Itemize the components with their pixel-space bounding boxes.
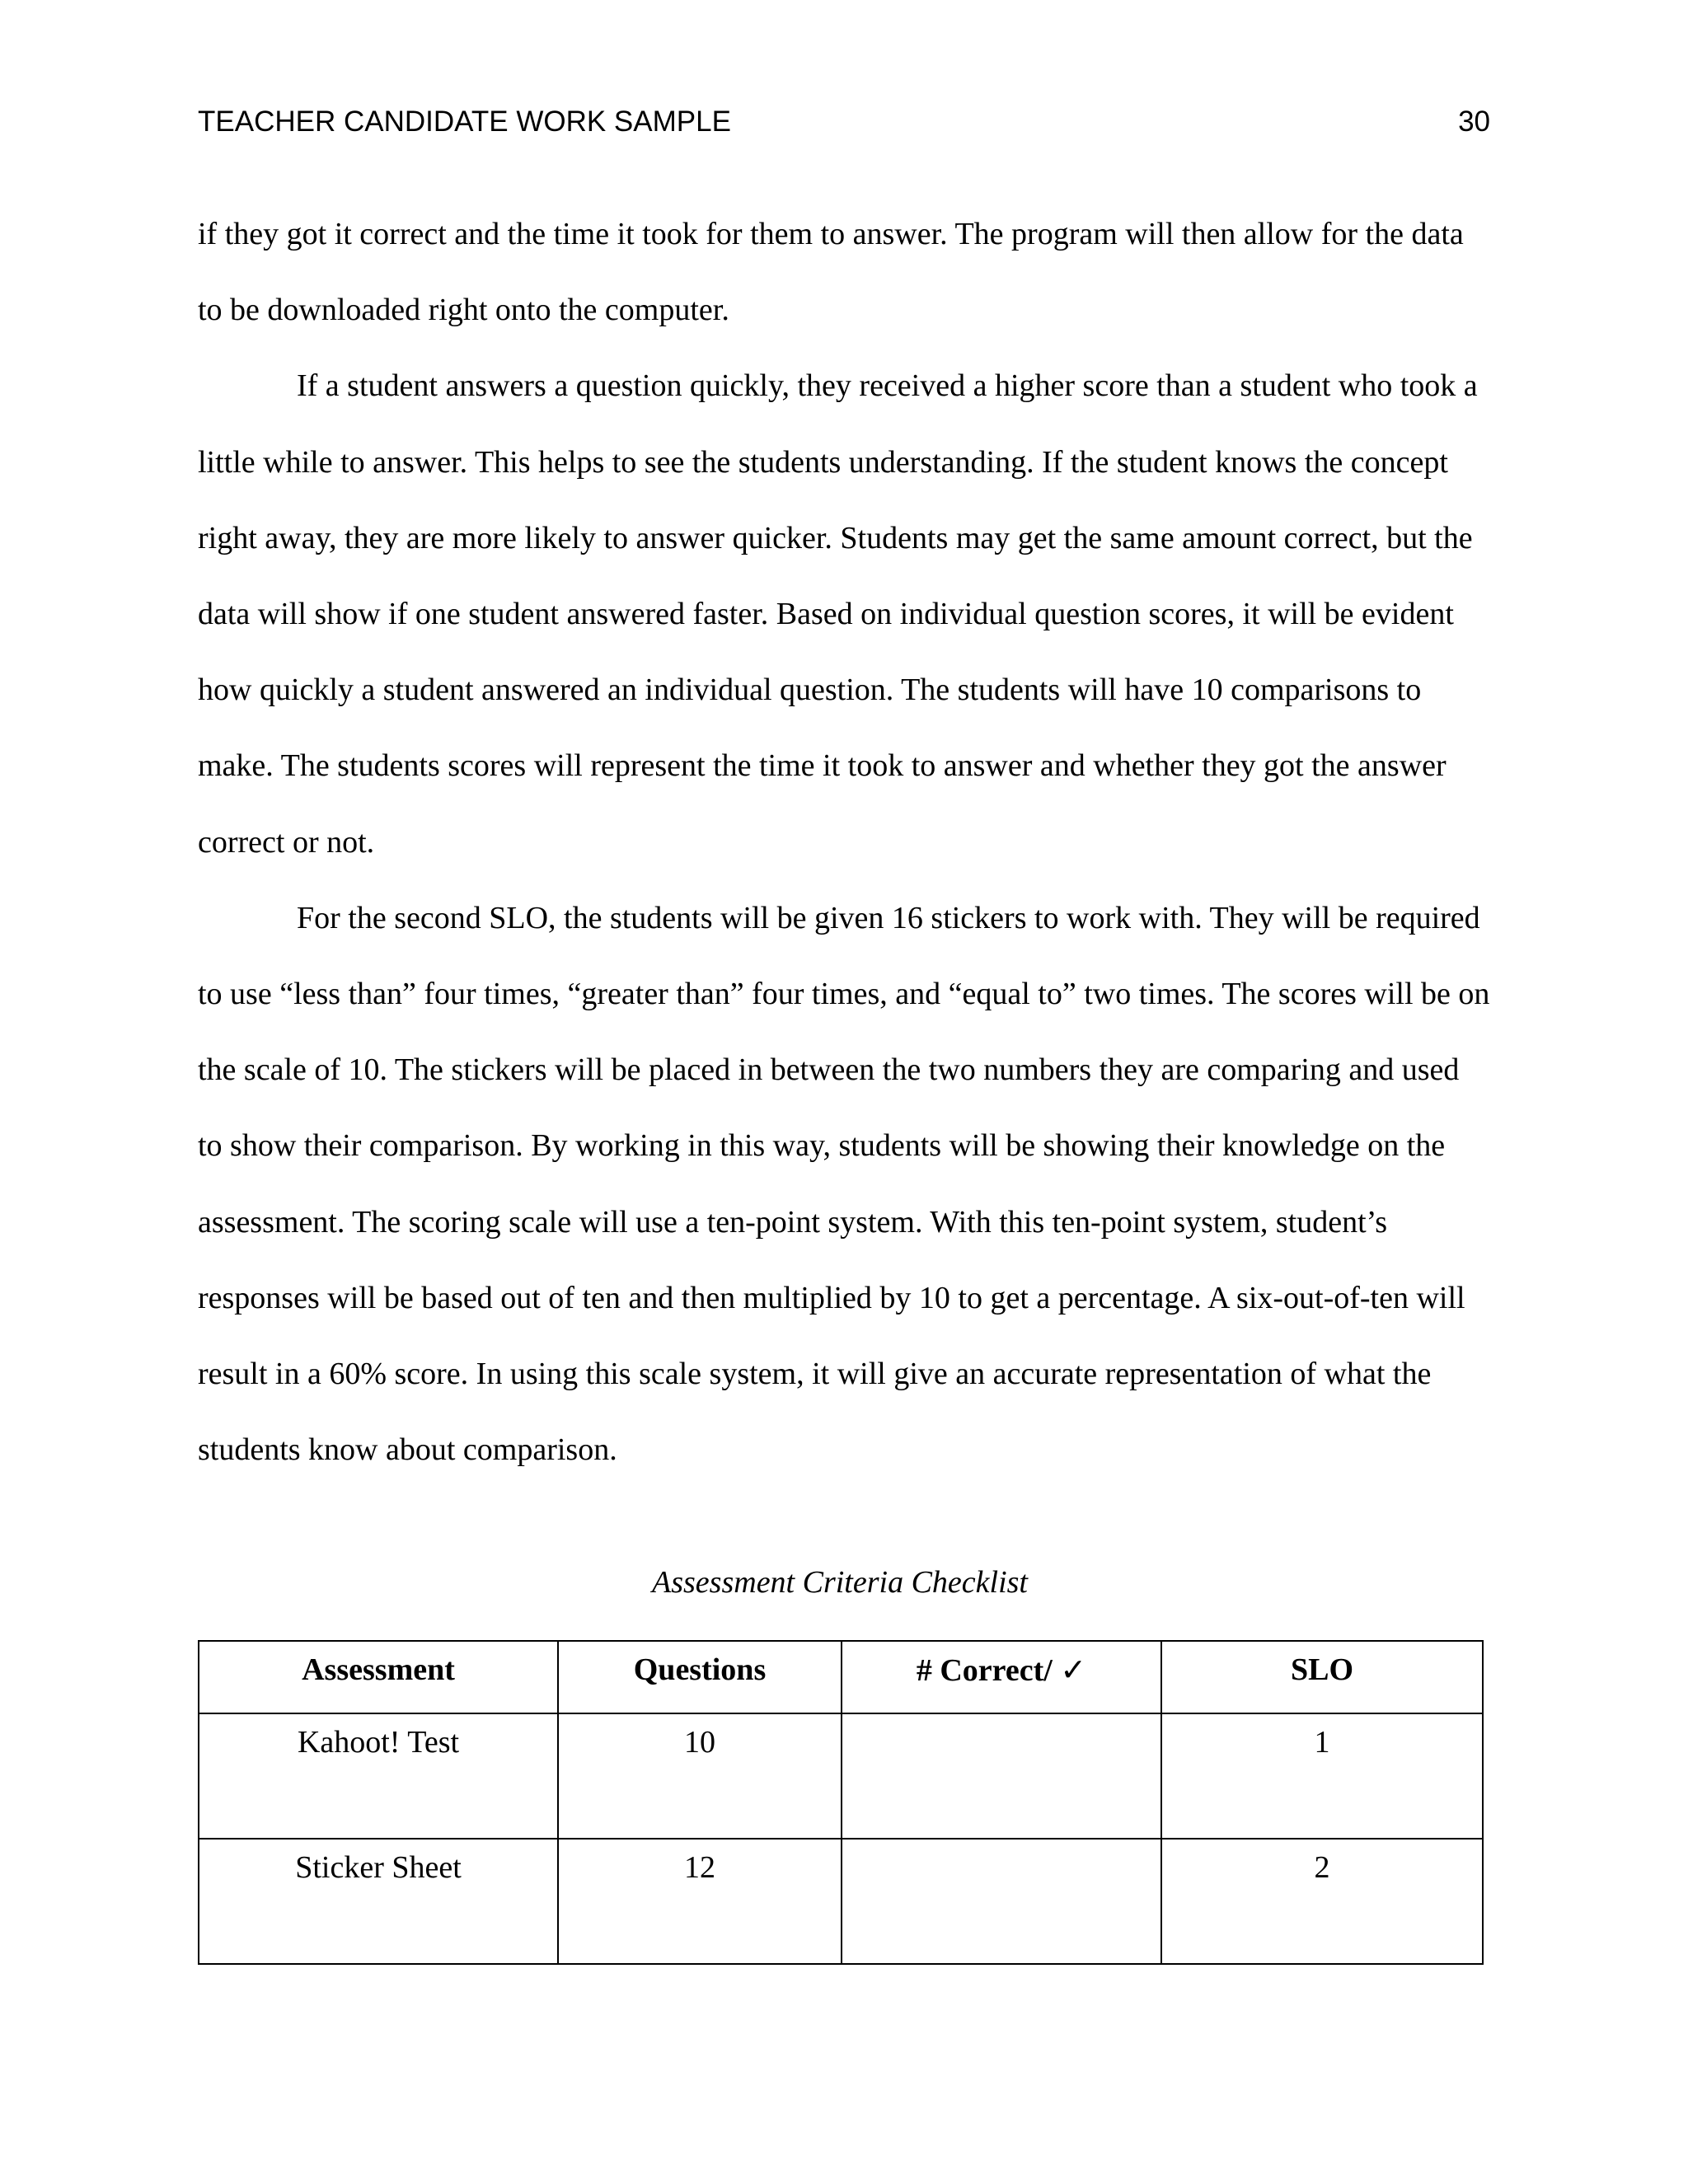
cell-questions: 12 bbox=[558, 1839, 842, 1964]
header-assessment: Assessment bbox=[199, 1641, 558, 1713]
table-row bbox=[199, 1839, 1483, 1964]
paragraph-scoring-speed: If a student answers a question quickly, they received a higher score than a student who took a little while to answer. This helps to see the students understanding. If the student knows the concept right away, they are more likely to answer quicker. Students may get the same amount correct, but the data will show if one student answered faster. Based on individual question scores, it will be evident how quickly a student answered an individual question. The students will have 10 comparisons to make. The students scores will represent the time it took to answer and whether they got the answer correct or not. bbox=[198, 368, 1478, 860]
checkmark-icon: ✓ bbox=[1060, 1652, 1087, 1688]
header-correct-label: # Correct/ bbox=[916, 1653, 1061, 1688]
cell-assessment: Kahoot! Test bbox=[199, 1713, 558, 1839]
running-head bbox=[198, 102, 1490, 142]
cell-questions: 10 bbox=[558, 1713, 842, 1839]
cell-correct bbox=[842, 1839, 1161, 1964]
cell-correct bbox=[842, 1713, 1161, 1839]
cell-slo: 1 bbox=[1161, 1713, 1483, 1839]
page-number: 30 bbox=[1458, 105, 1490, 138]
header-slo: SLO bbox=[1161, 1641, 1483, 1713]
body-text bbox=[198, 196, 1490, 1488]
running-head-title: TEACHER CANDIDATE WORK SAMPLE bbox=[198, 105, 731, 138]
table-header-row bbox=[199, 1641, 1483, 1713]
header-correct bbox=[842, 1641, 1161, 1713]
paragraph-second-slo: For the second SLO, the students will be given 16 stickers to work with. They will be required to use “less than” four times, “greater than” four times, and “equal to” two times. The scores will be on the scale of 10. The stickers will be placed in between the two numbers they are comparing and used to show their comparison. By working in this way, students will be showing their knowledge on the assessment. The scoring scale will use a ten-point system. With this ten-point system, student’s responses will be based out of ten and then multiplied by 10 to get a percentage. A six-out-of-ten will result in a 60% score. In using this scale system, it will give an accurate representation of what the students know about comparison. bbox=[198, 900, 1490, 1468]
cell-assessment: Sticker Sheet bbox=[199, 1839, 558, 1964]
header-questions: Questions bbox=[558, 1641, 842, 1713]
table-row bbox=[199, 1713, 1483, 1839]
paragraph-continuation: if they got it correct and the time it took for them to answer. The program will then allow for the data to be downloaded right onto the computer. bbox=[198, 217, 1464, 328]
cell-slo: 2 bbox=[1161, 1839, 1483, 1964]
assessment-criteria-table bbox=[198, 1640, 1484, 1965]
table-caption: Assessment Criteria Checklist bbox=[652, 1565, 1028, 1600]
